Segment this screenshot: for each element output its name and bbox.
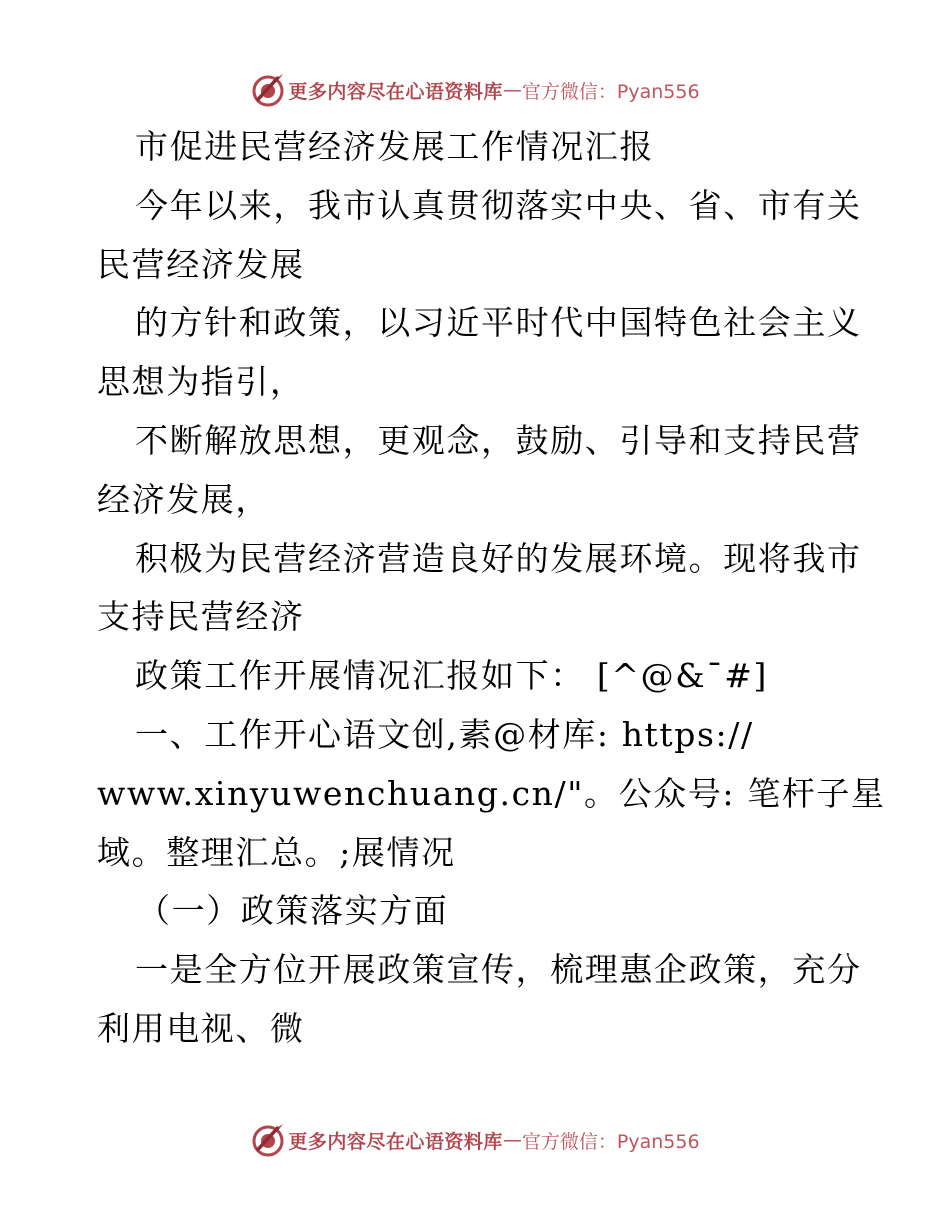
watermark-wechat: 官方微信：Pyan556 bbox=[521, 80, 700, 103]
paragraph-line: 积极为民营经济营造良好的发展环境。现将我市 bbox=[135, 538, 862, 578]
paragraph-line: 一是全方位开展政策宣传，梳理惠企政策，充分 bbox=[135, 950, 862, 990]
header-watermark bbox=[0, 70, 950, 110]
paragraph-line: www.xinyuwenchuang.cn/"。公众号: 笔杆子星 bbox=[97, 773, 886, 813]
paragraph-line: 的方针和政策，以习近平时代中国特色社会主义 bbox=[135, 303, 862, 343]
paragraph-line: 支持民营经济 bbox=[97, 597, 305, 637]
paragraph-line: 今年以来，我市认真贯彻落实中央、省、市有关 bbox=[135, 185, 862, 225]
paragraph-line: 民营经济发展 bbox=[97, 244, 305, 284]
watermark-separator: — bbox=[502, 1129, 522, 1151]
watermark-text: 更多内容尽在心语资料库 bbox=[288, 1130, 503, 1153]
paragraph-line: 利用电视、微 bbox=[97, 1008, 305, 1048]
quill-logo-icon bbox=[250, 72, 286, 108]
section-heading: 一、工作开心语文创,素@材库: https:// bbox=[135, 714, 754, 754]
footer-watermark bbox=[0, 1120, 950, 1160]
paragraph-line: 域。整理汇总。;展情况 bbox=[97, 832, 456, 872]
quill-logo-icon bbox=[250, 1122, 286, 1158]
doc-title: 市促进民营经济发展工作情况汇报 bbox=[135, 127, 654, 166]
paragraph-line: 思想为指引， bbox=[97, 362, 305, 402]
subsection-heading: （一）政策落实方面 bbox=[137, 891, 449, 931]
watermark-wechat: 官方微信：Pyan556 bbox=[521, 1130, 700, 1153]
watermark-separator: — bbox=[502, 79, 522, 101]
watermark-text: 更多内容尽在心语资料库 bbox=[288, 80, 503, 103]
document-body bbox=[97, 118, 886, 1059]
paragraph-line: 不断解放思想，更观念，鼓励、引导和支持民营 bbox=[135, 420, 862, 460]
paragraph-line: 政策工作开展情况汇报如下： [^@&¯#] bbox=[135, 656, 769, 696]
paragraph-line: 经济发展， bbox=[97, 479, 270, 519]
